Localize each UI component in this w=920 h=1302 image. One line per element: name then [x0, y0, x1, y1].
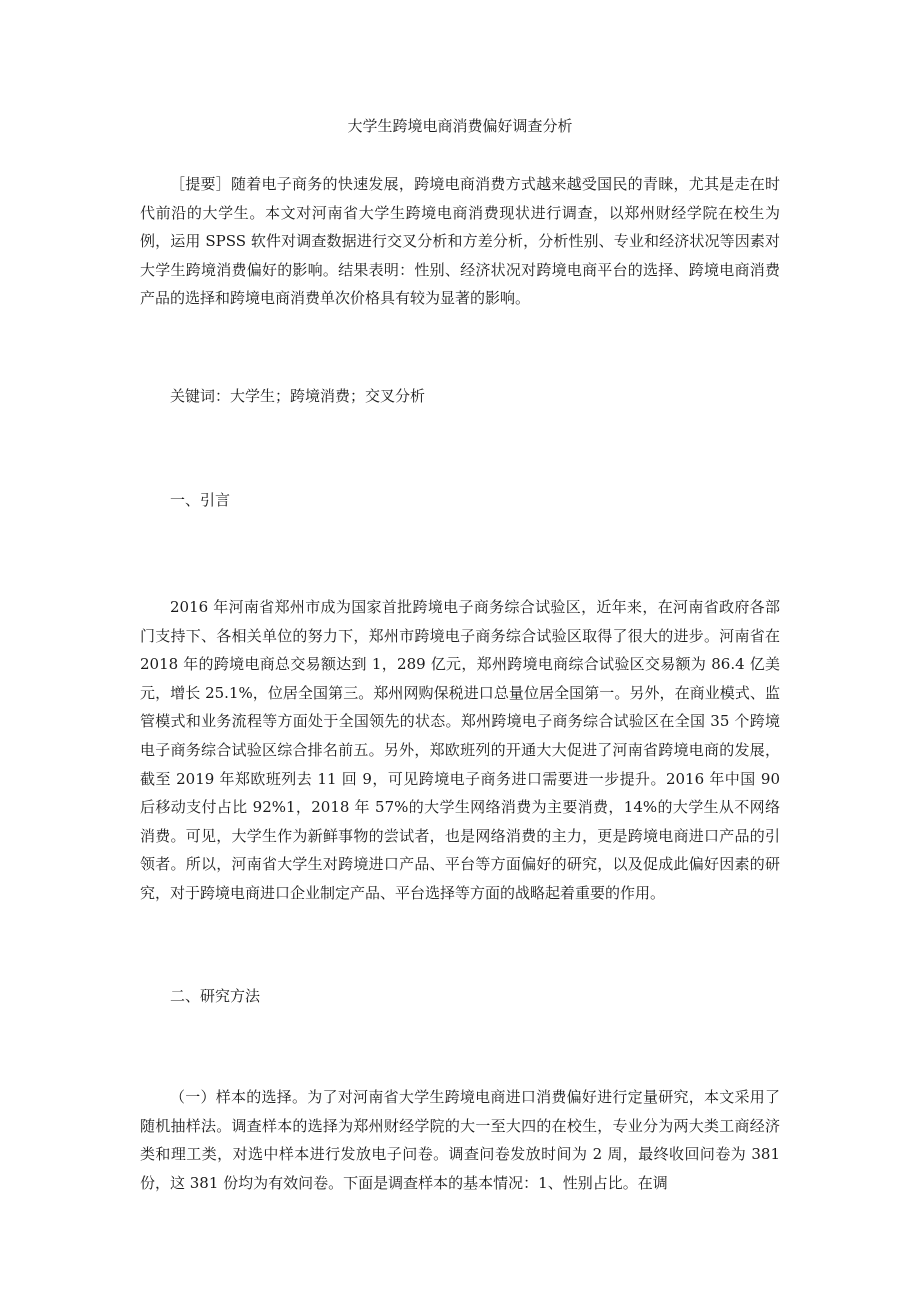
abstract-paragraph: ［提要］随着电子商务的快速发展，跨境电商消费方式越来越受国民的青睐，尤其是走在时代前沿的大学生。本文对河南省大学生跨境电商消费现状进行调查，以郑州财经学院在校生为例，运用 SPSS 软件对调查数据进行交叉分析和方差分析，分析性别、专业和经济状况等因素对大学生跨境消费偏好的影响。结果表明：性别、经济状况对跨境电商平台的选择、跨境电商消费产品的选择和跨境电商消费单次价格具有较为显著的影响。 — [140, 175, 780, 308]
keywords-line: 关键词：大学生；跨境消费；交叉分析 — [170, 387, 426, 405]
introduction-paragraph: 2016 年河南省郑州市成为国家首批跨境电子商务综合试验区，近年来，在河南省政府各部门支持下、各相关单位的努力下，郑州市跨境电子商务综合试验区取得了很大的进步。河南省在 2018 年的跨境电商总交易额达到 1，289 亿元，郑州跨境电商综合试验区交易额为 86.4 亿美元，增长 25.1%，位居全国第三。郑州网购保税进口总量位居全国第一。另外，在商业模式、监管模式和业务流程等方面处于全国领先的状态。郑州跨境电子商务综合试验区在全国 35 个跨境电子商务综合试验区综合排名前五。另外，郑欧班列的开通大大促进了河南省跨境电商的发展，截至 2019 年郑欧班列去 11 回 9，可见跨境电子商务进口需要进一步提升。2016 年中国 90 后移动支付占比 92%1，2018 年 57%的大学生网络消费为主要消费，14%的大学生从不网络消费。可见，大学生作为新鲜事物的尝试者，也是网络消费的主力，更是跨境电商进口产品的引领者。所以，河南省大学生对跨境进口产品、平台等方面偏好的研究，以及促成此偏好因素的研究，对于跨境电商进口企业制定产品、平台选择等方面的战略起着重要的作用。 — [140, 598, 780, 902]
methods-paragraph: （一）样本的选择。为了对河南省大学生跨境电商进口消费偏好进行定量研究，本文采用了随机抽样法。调查样本的选择为郑州财经学院的大一至大四的在校生，专业分为两大类工商经济类和理工类，对选中样本进行发放电子问卷。调查问卷发放时间为 2 周，最终收回问卷为 381 份，这 381 份均为有效问卷。下面是调查样本的基本情况：1、性别占比。在调 — [140, 1088, 780, 1192]
document-title: 大学生跨境电商消费偏好调查分析 — [347, 117, 573, 135]
section-heading-introduction: 一、引言 — [170, 491, 231, 509]
section-heading-methods: 二、研究方法 — [170, 987, 261, 1005]
